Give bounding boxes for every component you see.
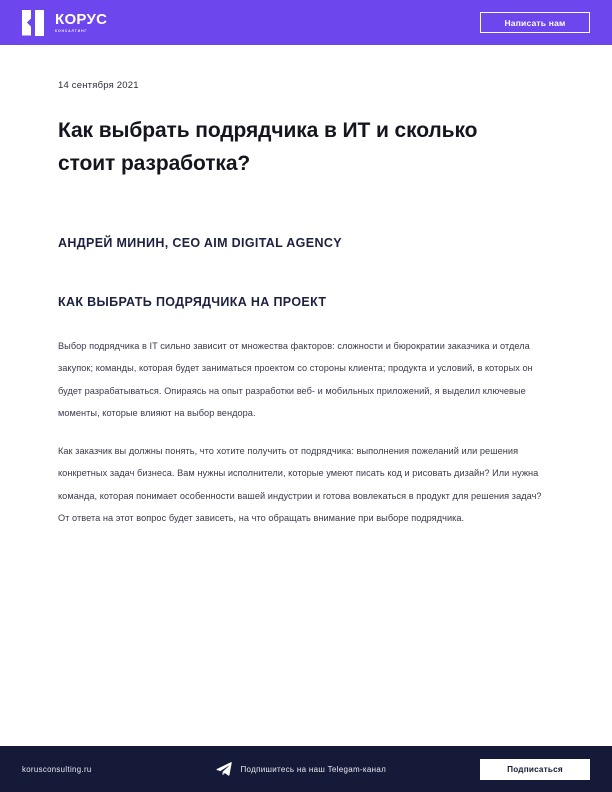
site-header [0,0,612,45]
telegram-promo-text: Подпишитесь на наш Telegam-канал [240,764,387,774]
author-byline: АНДРЕЙ МИНИН, CEO AIM DIGITAL AGENCY [58,236,342,251]
korus-logo[interactable] [22,10,107,36]
contact-us-button[interactable]: Написать нам [480,12,590,33]
korus-logo-mark-icon [22,10,48,36]
body-paragraph: Выбор подрядчика в IT сильно зависит от множества факторов: сложности и бюрократии заказчика и отдела закупок; команды, которая будет заниматься проектом со стороны клиента; продукта и условий, в которых он будет разрабатываться. Опираясь на опыт разработки веб- и мобильных приложений, я выделил ключевые моменты, которые влияют на выбор вендора. [58,341,533,418]
body-paragraph: Как заказчик вы должны понять, что хотите получить от подрядчика: выполнения пожеланий или решения конкретных задач бизнеса. Вам нужны исполнители, которые умеют писать код и рисовать дизайн? Или нужна команда, которая понимает особенности вашей индустрии и готова вовлекаться в продукт для решения задач? От ответа на этот вопрос будет зависеть, на что обращать внимание при выборе подрядчика. [58,446,542,523]
section-heading: КАК ВЫБРАТЬ ПОДРЯДЧИКА НА ПРОЕКТ [58,295,327,310]
logo-subtitle: КОНСАЛТИНГ [55,28,88,33]
telegram-icon [216,762,232,776]
logo-word: КОРУС [55,11,108,29]
article-content [0,45,612,538]
page-title: Как выбрать подрядчика в ИТ и сколько стоит разработка? [58,119,478,175]
subscribe-button[interactable]: Подписаться [480,759,590,780]
site-footer [0,746,612,792]
logo-text [55,12,107,33]
telegram-promo[interactable] [122,762,480,776]
publish-date: 14 сентября 2021 [58,80,139,91]
footer-website-url[interactable]: korusconsulting.ru [22,764,92,774]
